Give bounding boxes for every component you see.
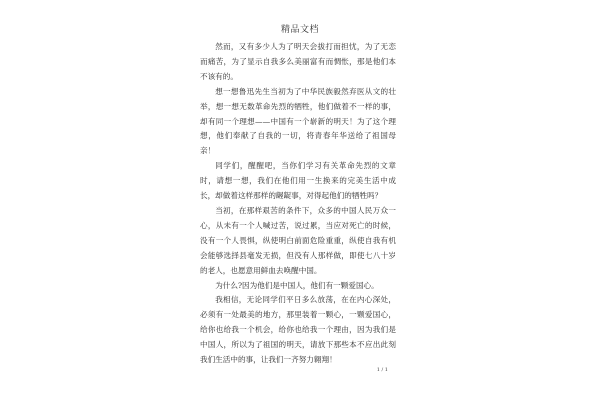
page-header: 精品文档 (280, 25, 319, 35)
paragraph: 为什么?因为他们是中国人，他们有一颗爱国心。 (215, 280, 379, 290)
paragraph: 想一想鲁迅先生当初为了中华民族毅然弃医从文的壮举，想一想无数革命先烈的牺牲，他们做着不一样的事，却有同一个理想——中国有一个崭新的明天！为了这个理想，他们奉献了自我的一切，将青春年华送给了祖国母亲！ (200, 86, 396, 156)
paragraph: 然而，又有多少人为了明天会拔打而担忧，为了无恋而痛苦，为了显示自我多么美丽富有而惆怅，那是他们本不该有的。 (200, 42, 396, 81)
paragraph: 我相信，无论同学们平日多么放荡，在在内心深处，必须有一处最美的地方，那里装着一颗心，一颗爱国心，给你也给我一个机会，给你也给我一个理由，因为我们是中国人，所以为了祖国的明天，请放下那些本不应出此刻我们生活中的事，让我们一齐努力翱翔！ (200, 295, 396, 365)
paragraph: 当初，在那样艰苦的条件下，众多的中国人民万众一心，从未有一个人喊过苦，说过累，当应对死亡的时候，没有一个人畏惧，纵使明白前面危险重重，纵使自我有机会能够选择县毫发无损，但没有人那样做，即使七八十岁的老人，也愿意用鲜血去唤醒中国。 (200, 205, 396, 275)
page-number: 1 / 1 (376, 367, 388, 373)
document-body (200, 40, 396, 368)
paragraph: 同学们，醒醒吧，当你们学习有关革命先烈的文章时，请想一想，我们在他们用一生换来的完美生活中成长，却做着这样那样的龌龊事，对得起他们的牺牲吗？ (200, 161, 396, 201)
